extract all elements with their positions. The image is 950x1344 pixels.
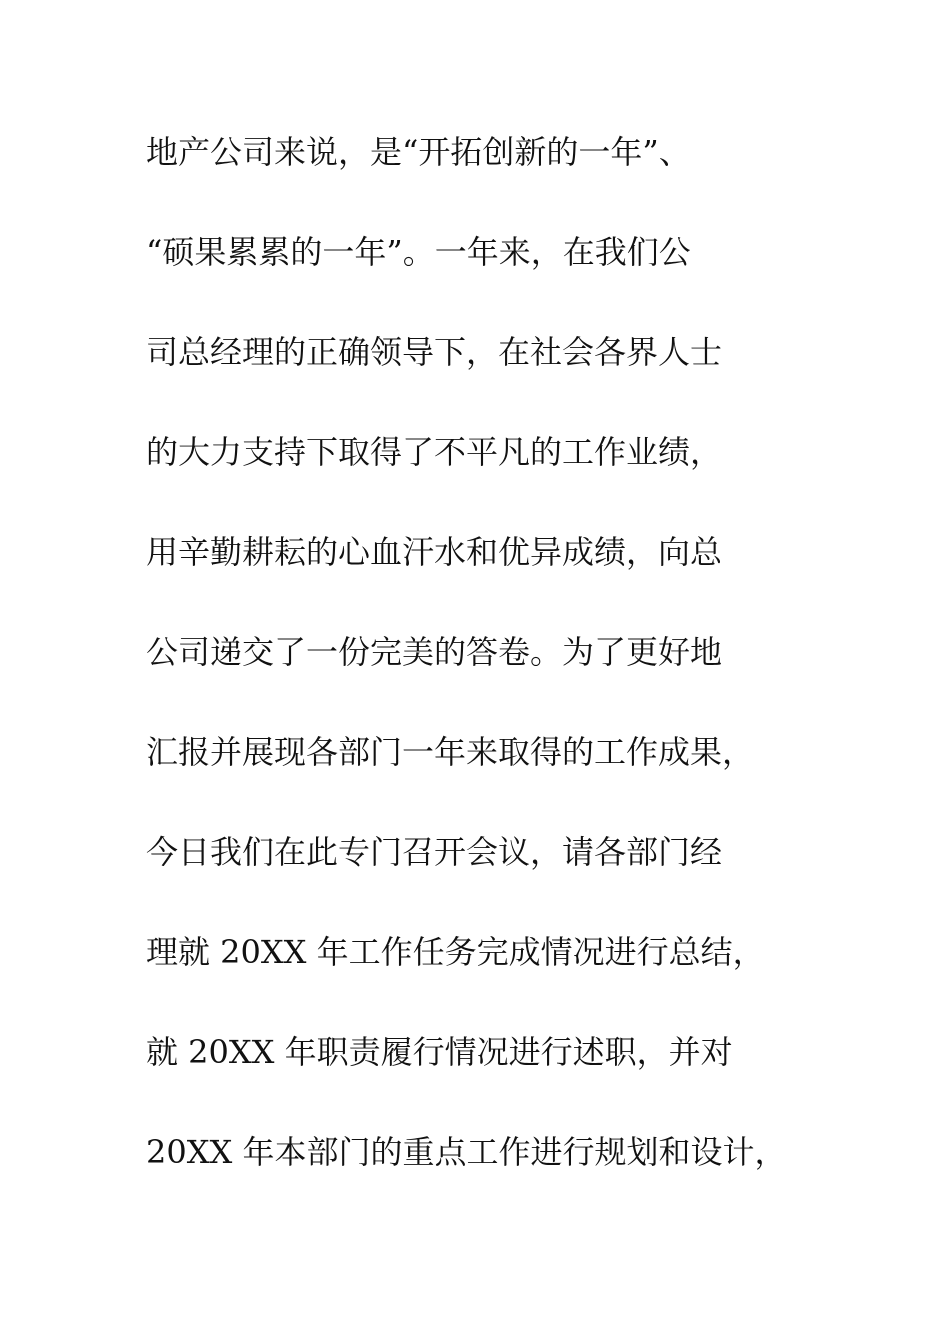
text-line-3: 司总经理的正确领导下，在社会各界人士 (146, 333, 723, 371)
body-text (146, 126, 826, 1226)
text-line-9: 理就 20XX 年工作任务完成情况进行总结， (146, 933, 765, 971)
text-line-10: 就 20XX 年职责履行情况进行述职，并对 (146, 1033, 733, 1071)
text-line-8: 今日我们在此专门召开会议，请各部门经 (146, 833, 723, 871)
text-line-11: 20XX 年本部门的重点工作进行规划和设计， (146, 1133, 787, 1171)
text-line-1: 地产公司来说，是“开拓创新的一年”、 (146, 133, 691, 171)
text-line-5: 用辛勤耕耘的心血汗水和优异成绩，向总 (146, 533, 723, 571)
text-line-4: 的大力支持下取得了不平凡的工作业绩， (146, 433, 723, 471)
text-line-7: 汇报并展现各部门一年来取得的工作成果， (146, 733, 755, 771)
text-line-2: “硕果累累的一年”。一年来，在我们公 (146, 233, 691, 271)
text-line-6: 公司递交了一份完美的答卷。为了更好地 (146, 633, 723, 671)
